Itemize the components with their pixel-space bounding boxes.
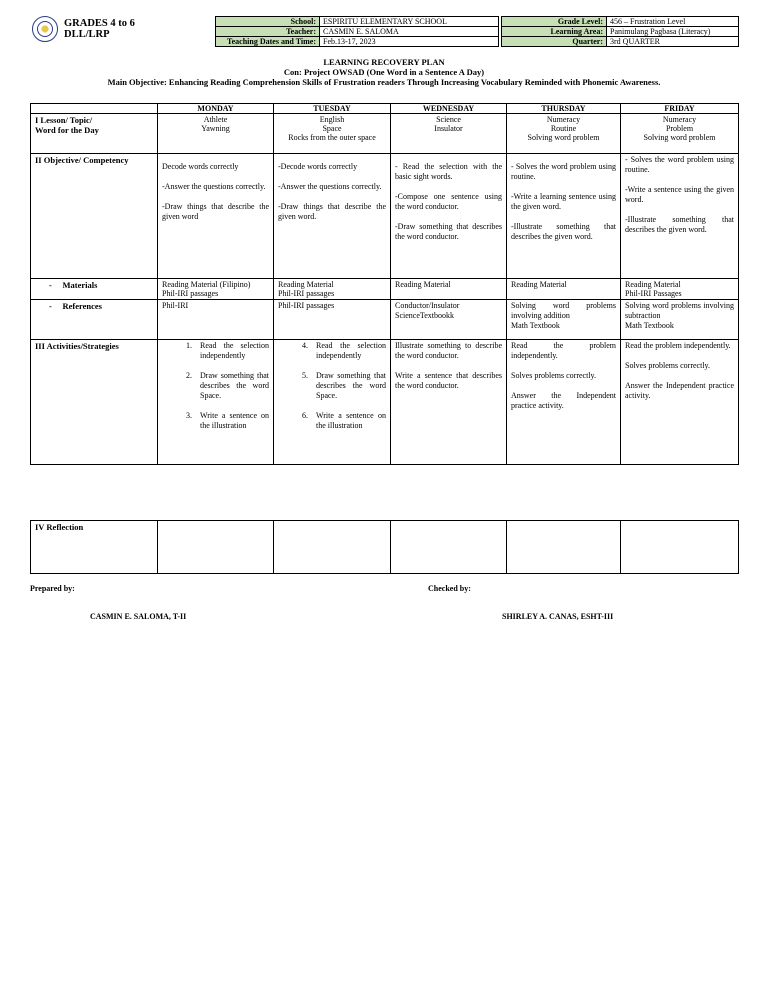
lesson-row-label [31, 114, 158, 154]
checked-by-label: Checked by: [428, 584, 471, 593]
reference-item: ScienceTextbookk [395, 311, 454, 320]
activities-wednesday [391, 340, 507, 465]
objective-item: -Answer the questions correctly. [162, 182, 266, 191]
grades-label [64, 18, 135, 40]
reflection-friday [621, 521, 739, 574]
activities-thursday [507, 340, 621, 465]
activity-item: Read the problem independently. [511, 341, 616, 360]
activity-number: 6. [302, 411, 308, 420]
activities-friday [621, 340, 739, 465]
objective-item: - Solves the word problem using routine. [625, 155, 734, 174]
activity-item [162, 371, 269, 401]
lesson-subject: Numeracy [546, 115, 581, 124]
corner-cell [31, 104, 158, 114]
header-right-table [501, 16, 739, 47]
objective-friday [621, 154, 739, 279]
objective-item: -Answer the questions correctly. [278, 182, 382, 191]
objective-item: -Illustrate something that describes the given word. [625, 215, 734, 234]
materials-tuesday [274, 279, 391, 300]
teacher-label: Teacher: [216, 27, 320, 37]
material-item: Reading Material [395, 280, 451, 289]
material-item: Reading Material [511, 280, 567, 289]
activity-item [278, 371, 386, 401]
teacher-value: CASMIN E. SALOMA [320, 27, 499, 37]
activity-item: Read the problem independently. [625, 341, 731, 350]
lesson-label-line2: Word for the Day [35, 125, 99, 135]
materials-friday [621, 279, 739, 300]
activity-item: Write a sentence that describes the word conductor. [395, 371, 502, 390]
lesson-subject: Science [436, 115, 461, 124]
header-left-table [215, 16, 499, 47]
quarter-value: 3rd QUARTER [607, 37, 739, 47]
lesson-plan-table [30, 103, 739, 465]
activity-number: 2. [186, 371, 192, 380]
reference-item: Math Textbook [511, 321, 560, 330]
deped-seal-icon [32, 16, 58, 42]
checked-by-name: SHIRLEY A. CANAS, ESHT-III [502, 612, 614, 621]
objective-item: -Decode words correctly [278, 162, 358, 171]
activities-tuesday [274, 340, 391, 465]
activities-monday [158, 340, 274, 465]
dates-value: Feb.13-17, 2023 [320, 37, 499, 47]
material-item: Reading Material [278, 280, 334, 289]
reference-item: Solving word problems involving subtraction [625, 301, 734, 320]
objective-item: -Draw something that describes the word conductor. [395, 222, 502, 241]
reference-item: Phil-IRI [162, 301, 189, 310]
references-tuesday [274, 300, 391, 340]
lesson-word: Space [322, 124, 342, 133]
grade-level-label: Grade Level: [502, 17, 607, 27]
activity-item [278, 411, 386, 431]
grades-text: GRADES 4 to 6 [64, 18, 135, 29]
lesson-word: Problem [665, 124, 694, 133]
material-item: Phil-IRI passages [278, 289, 335, 298]
references-row-label [31, 300, 158, 340]
references-friday [621, 300, 739, 340]
objective-item: -Draw things that describe the given word. [278, 202, 386, 221]
grade-level-value: 456 – Frustration Level [607, 17, 739, 27]
dll-text: DLL/LRP [64, 29, 110, 40]
objective-item: -Draw things that describe the given word [162, 202, 269, 221]
day-monday: MONDAY [158, 104, 274, 114]
prepared-by-name: CASMIN E. SALOMA, T-II [90, 612, 187, 621]
references-thursday [507, 300, 621, 340]
objective-item: - Read the selection with the basic sight words. [395, 162, 502, 181]
objective-wednesday [391, 154, 507, 279]
lesson-thursday [507, 114, 621, 154]
activity-text: Write a sentence on the illustration [316, 411, 386, 430]
objective-tuesday [274, 154, 391, 279]
lesson-word: Routine [550, 124, 577, 133]
lesson-wednesday [391, 114, 507, 154]
material-item: Phil-IRI Passages [625, 289, 682, 298]
activities-row-label: III Activities/Strategies [31, 340, 158, 465]
activity-text: Draw something that describes the word Space. [316, 371, 386, 400]
day-thursday: THURSDAY [507, 104, 621, 114]
prepared-by-label: Prepared by: [30, 584, 75, 593]
activity-number: 4. [302, 341, 308, 350]
materials-row-label [31, 279, 158, 300]
activity-number: 3. [186, 411, 192, 420]
lesson-subject: English [319, 115, 345, 124]
objective-item: -Compose one sentence using the word conductor. [395, 192, 502, 211]
objective-thursday [507, 154, 621, 279]
materials-label: Materials [62, 280, 98, 290]
objective-item: - Solves the word problem using routine. [511, 162, 616, 181]
activity-item: Answer the Independent practice activity. [625, 381, 734, 400]
objective-item: -Write a learning sentence using the given word. [511, 192, 616, 211]
reference-item: Math Textbook [625, 321, 674, 330]
references-wednesday [391, 300, 507, 340]
reference-item: Solving word problems involving addition [511, 301, 616, 320]
objective-item: -Write a sentence using the given word. [625, 185, 734, 204]
school-value: ESPIRITU ELEMENTARY SCHOOL [320, 17, 499, 27]
material-item: Reading Material [625, 280, 681, 289]
objective-row-label: II Objective/ Competency [31, 154, 158, 279]
learning-area-value: Panimulang Pagbasa (Literacy) [607, 27, 739, 37]
plan-title: LEARNING RECOVERY PLAN [323, 57, 445, 67]
day-tuesday: TUESDAY [274, 104, 391, 114]
objective-monday [158, 154, 274, 279]
lesson-tuesday [274, 114, 391, 154]
references-label: References [62, 301, 102, 311]
lesson-subject: Numeracy [662, 115, 697, 124]
titles-block [0, 57, 768, 87]
activity-item [162, 341, 269, 361]
activity-item: Illustrate something to describe the word conductor. [395, 341, 502, 360]
reference-item: Conductor/Insulator [395, 301, 460, 310]
references-monday [158, 300, 274, 340]
activity-number: 5. [302, 371, 308, 380]
objective-item: -Illustrate something that describes the given word. [511, 222, 616, 241]
activity-text: Read the selection independently [200, 341, 269, 360]
lesson-friday [621, 114, 739, 154]
activity-text: Write a sentence on the illustration [200, 411, 269, 430]
day-friday: FRIDAY [621, 104, 739, 114]
materials-monday [158, 279, 274, 300]
activity-text: Read the selection independently [316, 341, 386, 360]
lesson-topic: Solving word problem [527, 133, 600, 142]
activity-item [278, 341, 386, 361]
activity-text: Draw something that describes the word Space. [200, 371, 269, 400]
material-item: Reading Material (Filipino) [162, 280, 251, 289]
activity-item: Answer the Independent practice activity. [511, 391, 616, 410]
school-label: School: [216, 17, 320, 27]
activity-item [162, 411, 269, 431]
objective-item: Decode words correctly [162, 162, 239, 171]
day-wednesday: WEDNESDAY [391, 104, 507, 114]
materials-wednesday [391, 279, 507, 300]
lesson-topic: Rocks from the outer space [288, 133, 376, 142]
con-title: Con: Project OWSAD (One Word in a Sentence A Day) [283, 67, 485, 77]
materials-bullet: - [49, 280, 52, 290]
lesson-subject: Athlete [203, 115, 228, 124]
reflection-tuesday [274, 521, 391, 574]
reflection-monday [158, 521, 274, 574]
reflection-thursday [507, 521, 621, 574]
reflection-wednesday [391, 521, 507, 574]
lesson-topic: Solving word problem [643, 133, 716, 142]
activity-item: Solves problems correctly. [511, 371, 597, 380]
references-bullet: - [49, 301, 52, 311]
reflection-table [30, 520, 739, 574]
lesson-word: Insulator [434, 124, 463, 133]
activity-number: 1. [186, 341, 192, 350]
lesson-word: Yawning [201, 124, 230, 133]
reference-item: Phil-IRI passages [278, 301, 335, 310]
dates-label: Teaching Dates and Time: [216, 37, 320, 47]
quarter-label: Quarter: [502, 37, 607, 47]
main-objective: Main Objective: Enhancing Reading Comprehension Skills of Frustration readers Through Increasing Vocabulary Reminded with Phonemic Awareness. [107, 77, 661, 87]
lesson-monday [158, 114, 274, 154]
materials-thursday [507, 279, 621, 300]
activity-item: Solves problems correctly. [625, 361, 711, 370]
material-item: Phil-IRI passages [162, 289, 219, 298]
learning-area-label: Learning Area: [502, 27, 607, 37]
lesson-label-line1: I Lesson/ Topic/ [35, 115, 93, 125]
reflection-label: IV Reflection [31, 521, 158, 574]
